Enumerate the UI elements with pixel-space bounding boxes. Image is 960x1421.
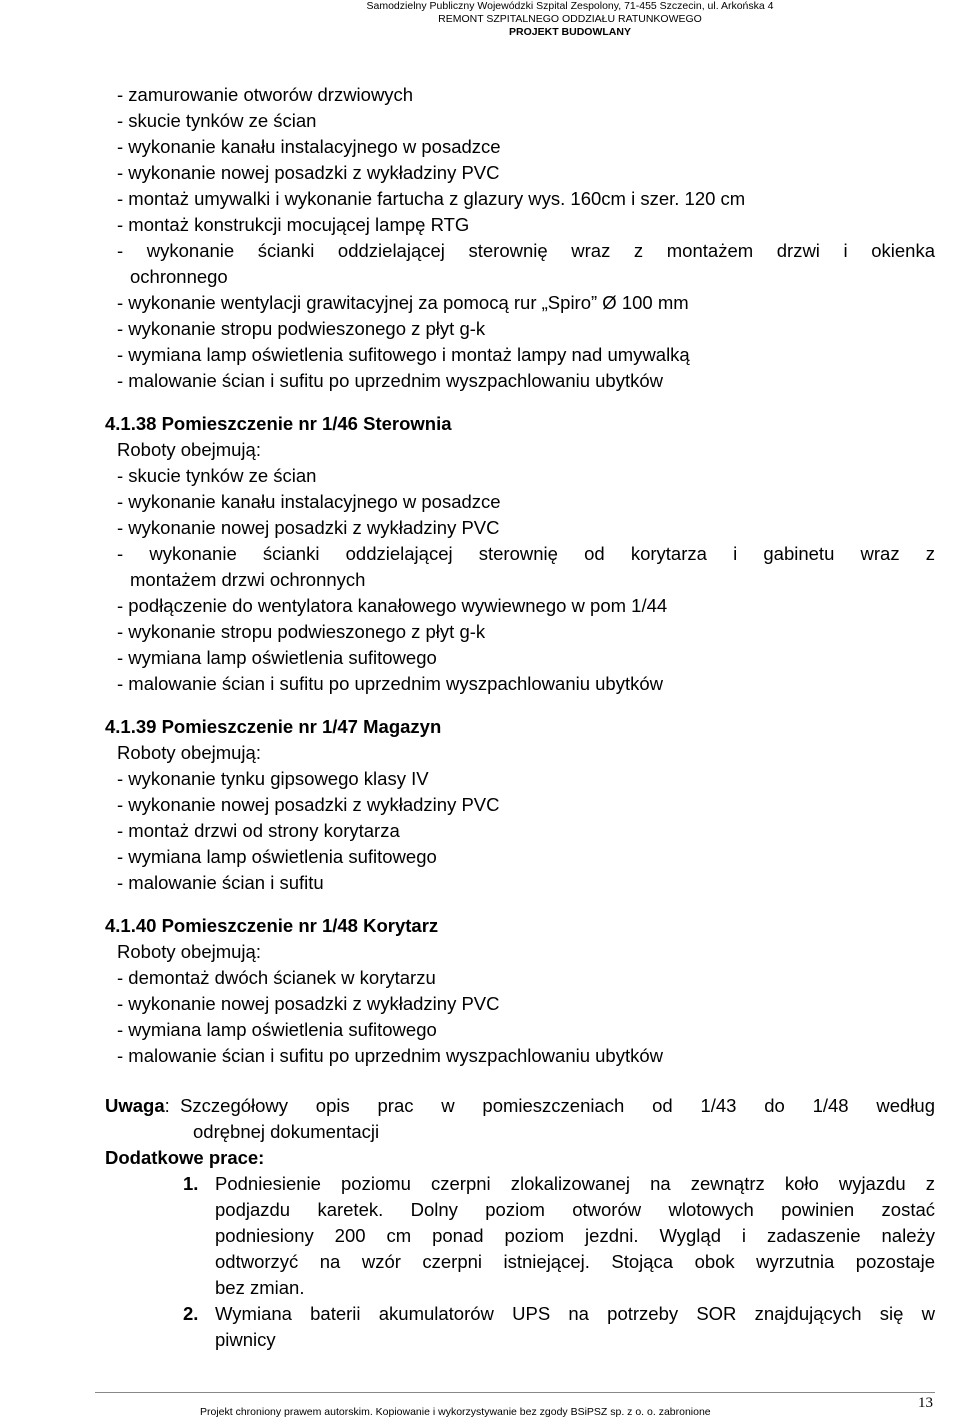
list-item: - malowanie ścian i sufitu po uprzednim wyszpachlowaniu ubytków — [117, 1045, 664, 1066]
list-item-continuation: montażem drzwi ochronnych — [130, 569, 366, 590]
section-list — [105, 463, 935, 697]
numbered-item — [183, 1171, 935, 1301]
list-item: - wymiana lamp oświetlenia sufitowego i montaż lampy nad umywalką — [117, 344, 690, 365]
numbered-item — [183, 1301, 935, 1353]
list-item: - malowanie ścian i sufitu — [117, 872, 324, 893]
item-text: odtworzyć na wzór czerpni istniejącej. Stojąca obok wyrzutnia pozostaje — [215, 1251, 935, 1272]
list-item: - wykonanie stropu podwieszonego z płyt g-k — [117, 318, 486, 339]
list-item: - wykonanie nowej posadzki z wykładziny PVC — [117, 162, 500, 183]
document-header — [230, 0, 910, 39]
list-item: - wymiana lamp oświetlenia sufitowego — [117, 1019, 437, 1040]
list-item: - malowanie ścian i sufitu po uprzednim wyszpachlowaniu ubytków — [117, 370, 664, 391]
list-item: - malowanie ścian i sufitu po uprzednim wyszpachlowaniu ubytków — [117, 673, 664, 694]
list-item: - wymiana lamp oświetlenia sufitowego — [117, 647, 437, 668]
note-label: Uwaga — [105, 1095, 165, 1116]
list-item: - wykonanie wentylacji grawitacyjnej za pomocą rur „Spiro” Ø 100 mm — [117, 292, 689, 313]
header-institution: Samodzielny Publiczny Wojewódzki Szpital Zespolony, 71-455 Szczecin, ul. Arkońska 4 — [366, 0, 774, 12]
item-text: piwnicy — [215, 1329, 276, 1350]
item-number: 1. — [183, 1173, 199, 1194]
note-text-continuation: odrębnej dokumentacji — [193, 1121, 380, 1142]
item-text: podjazdu karetek. Dolny poziom otworów wlotowych powinien zostać — [215, 1199, 935, 1220]
section-list — [105, 965, 935, 1069]
page-number: 13 — [918, 1395, 933, 1411]
section-intro: Roboty obejmują: — [117, 941, 261, 962]
list-item: - wykonanie tynku gipsowego klasy IV — [117, 768, 429, 789]
list-item: - wykonanie ścianki oddzielającej sterownię od korytarza i gabinetu wraz z — [117, 543, 935, 564]
list-item: - wykonanie nowej posadzki z wykładziny PVC — [117, 794, 500, 815]
item-text: podniesiony 200 cm ponad poziom jezdni. Wygląd i zadaszenie należy — [215, 1225, 935, 1246]
list-item-continuation: ochronnego — [130, 266, 228, 287]
section-list — [105, 766, 935, 896]
additional-works-list — [183, 1171, 935, 1353]
list-item: - wykonanie nowej posadzki z wykładziny PVC — [117, 517, 500, 538]
list-item: - montaż konstrukcji mocującej lampę RTG — [117, 214, 470, 235]
item-text: Wymiana baterii akumulatorów UPS na potrzeby SOR znajdujących się w — [215, 1303, 935, 1324]
list-item: - wykonanie nowej posadzki z wykładziny PVC — [117, 993, 500, 1014]
section-title: 4.1.38 Pomieszczenie nr 1/46 Sterownia — [105, 413, 452, 434]
list-item: - skucie tynków ze ścian — [117, 465, 317, 486]
footer-copyright: Projekt chroniony prawem autorskim. Kopiowanie i wykorzystywanie bez zgody BSiPSZ sp. z o. o. zabronione — [200, 1406, 711, 1418]
note-colon: : — [164, 1095, 170, 1116]
note-block — [105, 1093, 935, 1145]
list-item: - wykonanie ścianki oddzielającej sterownię wraz z montażem drzwi i okienka — [117, 240, 935, 261]
additional-works-title: Dodatkowe prace: — [105, 1147, 265, 1168]
intro-list — [105, 82, 935, 394]
list-item: - wykonanie stropu podwieszonego z płyt g-k — [117, 621, 486, 642]
item-text: bez zmian. — [215, 1277, 305, 1298]
header-project-title: REMONT SZPITALNEGO ODDZIAŁU RATUNKOWEGO — [438, 13, 702, 25]
footer-divider — [95, 1392, 935, 1393]
list-item: - podłączenie do wentylatora kanałowego wywiewnego w pom 1/44 — [117, 595, 668, 616]
section-intro: Roboty obejmują: — [117, 742, 261, 763]
section-title: 4.1.40 Pomieszczenie nr 1/48 Korytarz — [105, 915, 439, 936]
list-item: - montaż umywalki i wykonanie fartucha z glazury wys. 160cm i szer. 120 cm — [117, 188, 746, 209]
document-body — [105, 82, 935, 1353]
section-title: 4.1.39 Pomieszczenie nr 1/47 Magazyn — [105, 716, 442, 737]
note-text: Szczegółowy opis prac w pomieszczeniach od 1/43 do 1/48 według — [180, 1095, 935, 1116]
list-item: - skucie tynków ze ścian — [117, 110, 317, 131]
item-number: 2. — [183, 1303, 199, 1324]
list-item: - wykonanie kanału instalacyjnego w posadzce — [117, 491, 501, 512]
section-intro: Roboty obejmują: — [117, 439, 261, 460]
list-item: - wykonanie kanału instalacyjnego w posadzce — [117, 136, 501, 157]
list-item: - wymiana lamp oświetlenia sufitowego — [117, 846, 437, 867]
header-project-type: PROJEKT BUDOWLANY — [509, 26, 631, 38]
list-item: - demontaż dwóch ścianek w korytarzu — [117, 967, 436, 988]
item-text: Podniesienie poziomu czerpni zlokalizowanej na zewnątrz koło wyjazdu z — [215, 1173, 935, 1194]
list-item: - montaż drzwi od strony korytarza — [117, 820, 400, 841]
list-item: - zamurowanie otworów drzwiowych — [117, 84, 414, 105]
